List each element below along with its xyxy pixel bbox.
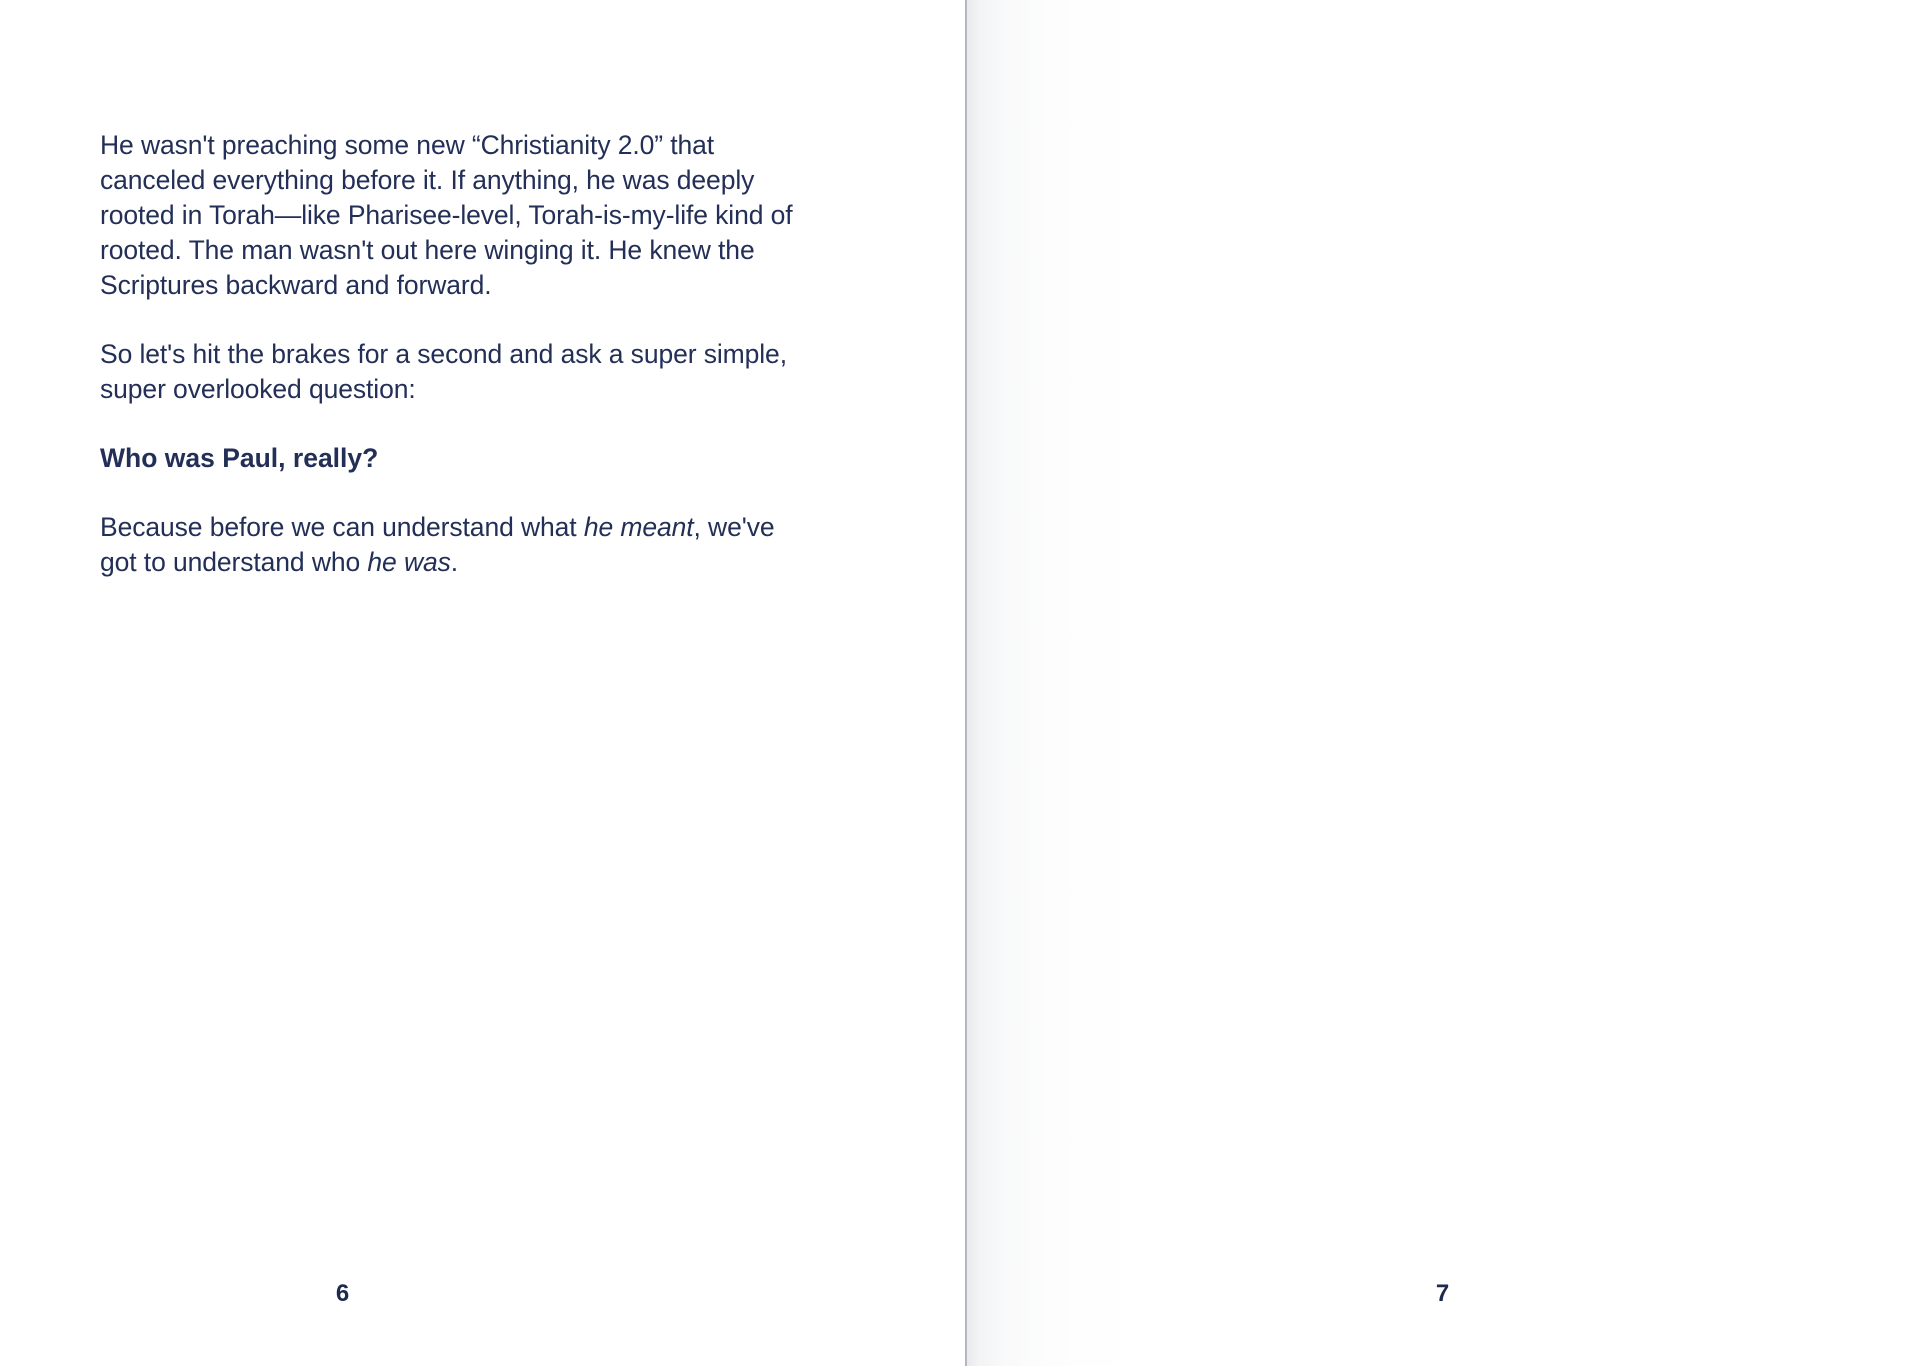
paragraph: He wasn't preaching some new “Christianity 2.0” that canceled everything before it. If anything, he was deeply rooted in Torah—like Pharisee-level, Torah-is-my-life kind of rooted. The man wasn't out here winging it. He knew the Scriptures backward and forward. (100, 130, 793, 300)
paragraph: Because before we can understand what he meant, we've got to understand who he was. (100, 512, 775, 577)
left-page-text-column (100, 128, 810, 580)
page-number-right: 7 (1435, 1280, 1450, 1307)
paragraph: So let's hit the brakes for a second and ask a super simple, super overlooked question: (100, 339, 787, 404)
page-right (965, 0, 1920, 1366)
page-number-left: 6 (335, 1280, 350, 1307)
paragraph-question: Who was Paul, really? (100, 443, 379, 473)
